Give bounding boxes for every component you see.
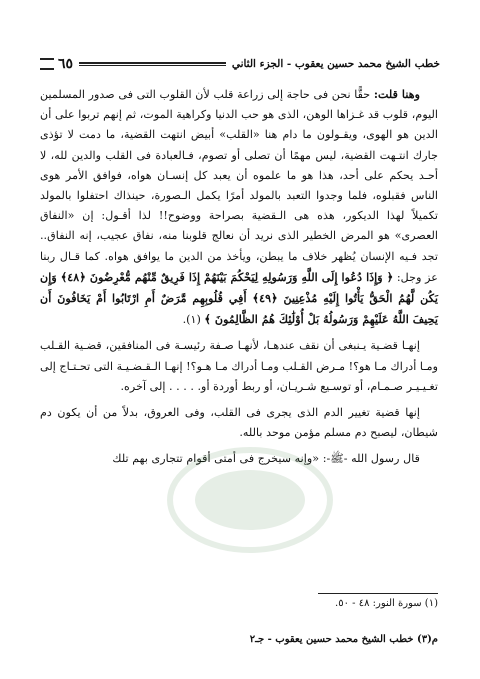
page-body [40,84,438,470]
paragraph-1 [40,84,438,330]
paragraph-3: إنها قضية تغيير الدم الذى يجرى فى القلب، وفى العروق، بدلاً من أن يكون دم شيطان، ليصبح دم مسلم مؤمن موحد بالله. [40,406,438,440]
page-footer: م(٣) خطب الشيخ محمد حسين يعقوب - جـ٢ [249,634,438,645]
footnote-ref: (١). [182,313,205,327]
footnote: (١) سورة النور: ٤٨ - ٥٠. [335,598,438,609]
paragraph-4: قال رسول الله -ﷺ-: «وإنه سيخرج فى أمتى أقوام تتجارى بهم تلك [112,452,420,466]
quran-verse: ﴿ وَإِذَا دُعُوا إِلَى اللَّهِ وَرَسُولِهِ لِيَحْكُمَ بَيْنَهُمْ إِذَا فَرِيقٌ مِّنْهُم مُّعْرِضُونَ ﴿٤٨﴾ وَإِن يَكُن لَّهُمُ الْحَقُّ يَأْتُوا إِلَيْهِ مُذْعِنِينَ ﴿٤٩﴾ أَفِي قُلُوبِهِم مَّرَضٌ أَمِ ارْتَابُوا أَمْ يَخَافُونَ أَن يَحِيفَ اللَّهُ عَلَيْهِمْ وَرَسُولُهُ بَلْ أُوْلَٰئِكَ هُمُ الظَّالِمُونَ ﴾ [40,269,438,327]
paragraph-lead: وهنا قلت: [373,87,420,101]
paragraph-text: حقًّا نحن فى حاجة إلى زراعة قلب لأن القلوب التى فى صدور المسلمين اليوم، قلوب قد غـزاها الوهن، الذى هو حب الدنيا وكراهية الموت، ثم إنهم تربوا على أن الدين هو الهوى، ويقـولون ما دام هنا «القلب» أبيض انتهت القضية، ما دمت لا تؤذى جارك انتـهت القضية، ليس مهمًا أن تصلى أو تصوم، فـالعبادة فى القلب والدين لله، لا أحـد يحكم على أحد، هذا هو ما علموه أن يعبد كل إنسـان هواه، فوافق الأمر هوى الناس فقبلوه، فلما وجدوا التعبد بالمولد أمرًا يكمل الـصورة، حينذاك احتفلوا بالمولد تكميلاً لهذا الديكور، هذه هى الـقضية بصراحة ووضوح!! لذا أقـول: إن «النفاق العصرى» هو المرض الخطير الذى نريد أن نعالج قلوبنا منه، نفاق عجيب، إنه النفاق.. تجد فـيه الإنسان يُظهر خلاف ما يبطن، ويأخذ من الدين ما يوافق هواه. كما قـال ربنا عز وجل: [40,88,438,284]
footnote-rule [318,593,438,594]
running-title: خطب الشيخ محمد حسين يعقوب - الجزء الثاني [231,58,440,70]
header-bars-ornament [40,58,54,70]
header-rule [79,62,226,66]
page-number: ٦٥ [58,56,74,72]
paragraph-2: إنهـا قضـية يـنبغى أن نقف عندهـا، لأنهـا صـفة رئيسـة فى المنافقين، قضـية القـلب ومـا أدراك مـا هو؟! مـرض القـلب ومـا أدراك مـا هـو؟! إنهـا الـقـضـيـة التى تحـتـاج إلى تغـيـيـر صـمـام، أو توسـيع شـريـان، أو ربط أوردة أو. . . . . إلى آخره. [40,339,438,393]
page-header [40,54,440,74]
